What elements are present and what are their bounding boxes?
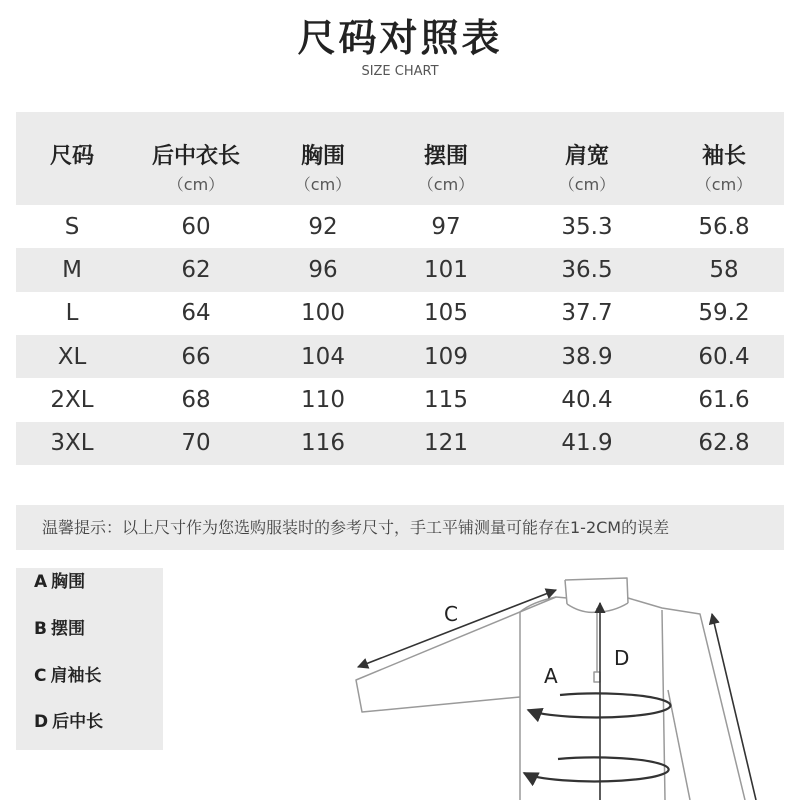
table-row [16, 248, 784, 291]
header-cell [664, 112, 784, 205]
header-cell [382, 112, 510, 205]
value-cell: 56.8 [698, 213, 750, 240]
value-cell: 96 [308, 256, 338, 283]
value-cell: 68 [181, 386, 211, 413]
size-cell: 2XL [50, 386, 94, 413]
header-label: 袖长 [701, 144, 746, 169]
legend-item-c [34, 665, 101, 687]
value-cell: 97 [431, 213, 461, 240]
right-body-side [662, 610, 665, 800]
header-unit: （cm） [167, 175, 225, 194]
table-body [16, 205, 784, 465]
legend-letter: D [34, 712, 49, 732]
value-cell: 35.3 [561, 213, 613, 240]
zipper-pull [594, 672, 600, 682]
table-row [16, 205, 784, 248]
diagram-label-d: D [614, 646, 630, 670]
value-cell: 116 [301, 430, 345, 457]
jacket-outline-icon [356, 578, 745, 800]
legend-label: 肩袖长 [50, 666, 102, 686]
diagram-label-c: C [444, 602, 458, 626]
size-table [16, 112, 784, 465]
legend-letter: A [34, 572, 48, 592]
header-label: 肩宽 [564, 144, 609, 169]
value-cell: 60 [181, 213, 211, 240]
legend-item-a [34, 571, 85, 593]
size-cell: XL [57, 343, 87, 370]
diagram-label-a: A [544, 664, 558, 688]
table-row [16, 335, 784, 378]
table-row [16, 378, 784, 421]
measure-arrows [358, 590, 756, 800]
legend-label: 胸围 [51, 572, 86, 592]
value-cell: 41.9 [561, 430, 613, 457]
value-cell: 58 [709, 256, 739, 283]
header-unit: （cm） [695, 175, 753, 194]
legend-item-d [34, 711, 103, 733]
value-cell: 37.7 [561, 300, 613, 327]
header-cell [264, 112, 382, 205]
value-cell: 62 [181, 256, 211, 283]
header-label: 摆围 [423, 144, 468, 169]
value-cell: 92 [308, 213, 338, 240]
table-row [16, 422, 784, 465]
size-cell: S [64, 213, 80, 240]
header-unit: （cm） [558, 175, 616, 194]
header-cell [16, 112, 128, 205]
legend-item-b [34, 618, 85, 640]
value-cell: 62.8 [698, 430, 750, 457]
value-cell: 101 [424, 256, 468, 283]
garment-diagram [340, 568, 800, 800]
value-cell: 40.4 [561, 386, 613, 413]
table-row [16, 292, 784, 335]
legend-box [16, 568, 163, 750]
header-cell [510, 112, 664, 205]
value-cell: 60.4 [698, 343, 750, 370]
header-label: 后中衣长 [151, 144, 240, 169]
value-cell: 121 [424, 430, 468, 457]
size-cell: M [62, 256, 82, 283]
size-cell: 3XL [50, 430, 94, 457]
value-cell: 70 [181, 430, 211, 457]
value-cell: 104 [301, 343, 345, 370]
notice-bar: 温馨提示：以上尺寸作为您选购服装时的参考尺寸，手工平铺测量可能存在1-2CM的误差 [16, 505, 784, 550]
value-cell: 61.6 [698, 386, 750, 413]
header-label: 尺码 [49, 144, 94, 169]
value-cell: 38.9 [561, 343, 613, 370]
page-subtitle: SIZE CHART [361, 64, 439, 79]
left-sleeve-outline [356, 597, 567, 712]
header-label: 胸围 [300, 144, 345, 169]
value-cell: 110 [301, 386, 345, 413]
legend-label: 摆围 [50, 619, 85, 639]
legend-label: 后中长 [52, 712, 104, 732]
legend-letter: C [34, 666, 47, 686]
value-cell: 115 [424, 386, 468, 413]
header-unit: （cm） [294, 175, 352, 194]
value-cell: 105 [424, 300, 468, 327]
header-cell [128, 112, 264, 205]
legend-letter: B [34, 619, 47, 639]
value-cell: 109 [424, 343, 468, 370]
table-header-row [16, 112, 784, 205]
value-cell: 66 [181, 343, 211, 370]
collar-outline [565, 578, 628, 604]
value-cell: 100 [301, 300, 345, 327]
header-unit: （cm） [417, 175, 475, 194]
value-cell: 36.5 [561, 256, 613, 283]
sleeve-side-arrow [712, 614, 756, 800]
page-title: 尺码对照表 [297, 16, 503, 60]
hem-ellipse-arrow [524, 757, 669, 781]
right-shoulder-outline [628, 598, 745, 800]
value-cell: 64 [181, 300, 211, 327]
value-cell: 59.2 [698, 300, 750, 327]
size-cell: L [65, 300, 79, 327]
